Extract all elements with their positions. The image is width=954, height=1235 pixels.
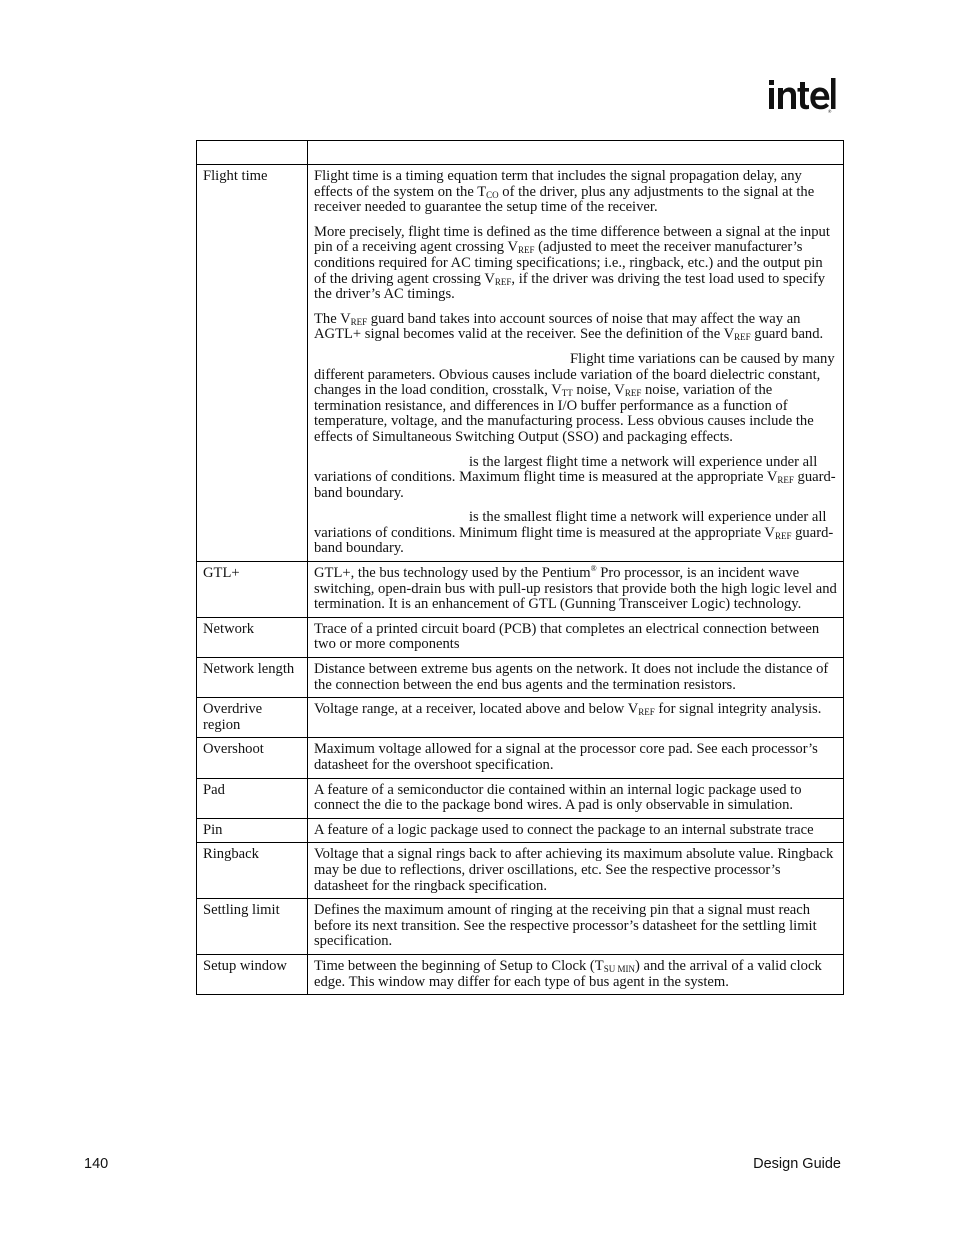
intel-logo: [767, 72, 837, 116]
table-row: [197, 562, 844, 618]
table-row: [197, 617, 844, 657]
definition-cell: Trace of a printed circuit board (PCB) that completes an electrical connection between two or more components: [308, 617, 844, 657]
table-row: [197, 738, 844, 778]
definition-cell: Time between the beginning of Setup to Clock $(T_{SU MIN})$ and the arrival of a valid clock edge. This window may differ for each type of bus agent in the system.: [308, 954, 844, 994]
definition-paragraph: Flight time variations can be caused by many different parameters. Obvious causes include variation of the board dielectric constant, changes in the load condition, crosstalk, $V_{TT}$ noise, $V_{REF}$ noise, variation of the termination resistance, and differences in I/O buffer performance as a function of temperature, voltage, and the manufacturing process. Less obvious causes include the effects of Simultaneous Switching Output (SSO) and packaging effects.: [314, 350, 835, 445]
table-row: [197, 954, 844, 994]
table-row: [197, 165, 844, 562]
header-cell-term: [197, 141, 308, 165]
definition-cell: Distance between extreme bus agents on the network. It does not include the distance of the connection between the end bus agents and the termination resistors.: [308, 658, 844, 698]
term-cell: Setup window: [197, 954, 308, 994]
term-cell: Settling limit: [197, 899, 308, 955]
table-row: [197, 818, 844, 843]
definition-paragraph: is the smallest flight time a network will experience under all variations of conditions. Minimum flight time is measured at the appropriate $V_{REF}$ guard-band boundary.: [314, 509, 834, 557]
definition-paragraph: Flight time is a timing equation term that includes the signal propagation delay, any effects of the system on the $T_{CO}$ of the driver, plus any adjustments to the signal at the receiver needed to guarantee the setup time of the receiver.: [314, 168, 815, 216]
document-title: Design Guide: [753, 1156, 841, 1172]
term-cell: Pin: [197, 818, 308, 843]
term-cell: GTL+: [197, 562, 308, 618]
definition-cell: A feature of a semiconductor die contained within an internal logic package used to connect the die to the package bond wires. A pad is only observable in simulation.: [308, 778, 844, 818]
term-cell: Ringback: [197, 843, 308, 899]
table-row: [197, 698, 844, 738]
term-cell: Network length: [197, 658, 308, 698]
header-cell-definition: [308, 141, 844, 165]
definition-paragraph: is the largest flight time a network will experience under all variations of conditions. Maximum flight time is measured at the appropriate $V_{REF}$ guard-band boundary.: [314, 453, 836, 501]
definition-cell: Voltage range, at a receiver, located above and below $V_{REF}$ for signal integrity analysis.: [308, 698, 844, 738]
definition-paragraph: The $V_{REF}$ guard band takes into account sources of noise that may affect the way an AGTL+ signal becomes valid at the receiver. See the definition of the $V_{REF}$ guard band.: [314, 310, 824, 343]
svg-text:®: ®: [828, 109, 832, 114]
term-cell: Network: [197, 617, 308, 657]
table-row: [197, 899, 844, 955]
definition-cell: Maximum voltage allowed for a signal at the processor core pad. See each processor’s datasheet for the overshoot specification.: [308, 738, 844, 778]
table-row: [197, 778, 844, 818]
definition-paragraph: More precisely, flight time is defined as the time difference between a signal at the input pin of a receiving agent crossing $V_{REF}$ (adjusted to meet the receiver manufacturer’s conditions required for AC timing specifications; i.e., ringback, etc.) and the output pin of the driving agent crossing $V_{REF}$, if the driver was driving the test load used to specify the driver’s AC timings.: [314, 223, 830, 303]
term-cell: Overdrive region: [197, 698, 308, 738]
term-cell: Flight time: [197, 165, 308, 562]
table-row: [197, 658, 844, 698]
definition-cell: Defines the maximum amount of ringing at the receiving pin that a signal must reach before its next transition. See the respective processor’s datasheet for the settling limit specification.: [308, 899, 844, 955]
glossary-table: [196, 140, 844, 995]
definition-cell: [308, 165, 844, 562]
definition-cell: GTL+, the bus technology used by the Pentium® Pro processor, is an incident wave switching, open-drain bus with pull-up resistors that provide both the high logic level and termination. It is an enhancement of GTL (Gunning Transceiver Logic) technology.: [308, 562, 844, 618]
table-header-row: [197, 141, 844, 165]
page-number: 140: [84, 1156, 109, 1172]
definition-cell: A feature of a logic package used to connect the package to an internal substrate trace: [308, 818, 844, 843]
term-cell: Overshoot: [197, 738, 308, 778]
table-row: [197, 843, 844, 899]
term-cell: Pad: [197, 778, 308, 818]
definition-cell: Voltage that a signal rings back to after achieving its maximum absolute value. Ringback may be due to reflections, driver oscillations, etc. See the respective processor’s datasheet for the ringback specification.: [308, 843, 844, 899]
